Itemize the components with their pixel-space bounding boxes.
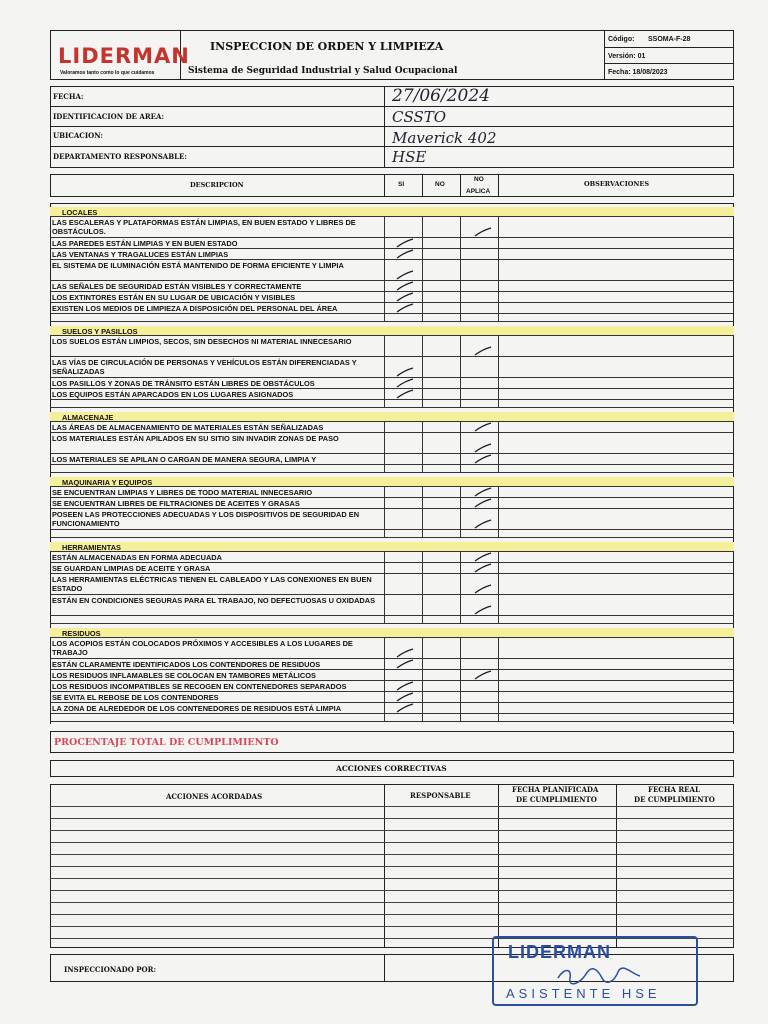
checkmark-icon[interactable] <box>396 703 414 713</box>
column-divider <box>384 465 385 472</box>
checklist-item-text: SE ENCUENTRAN LIBRES DE FILTRACIONES DE ACEITES Y GRASAS <box>52 499 300 508</box>
column-divider <box>422 422 423 432</box>
column-divider <box>460 336 461 356</box>
checklist-item-text: SE EVITA EL REBOSE DE LOS CONTENDORES <box>52 693 219 702</box>
logo-tagline: Valoramos tanto como lo que cuidamos <box>60 70 155 76</box>
column-divider <box>384 692 385 702</box>
checkmark-icon[interactable] <box>474 487 492 497</box>
column-divider <box>498 714 499 721</box>
accion-row-line <box>50 866 734 867</box>
checklist-item-text: LAS VÍAS DE CIRCULACIÓN DE PERSONAS Y VEHÍCULOS ESTÁN DIFERENCIADAS Y SEÑALIZADAS <box>52 358 357 376</box>
column-divider <box>422 303 423 313</box>
checkmark-icon[interactable] <box>474 422 492 432</box>
th-div-2 <box>422 174 423 197</box>
checklist-row <box>50 238 734 249</box>
column-divider <box>460 303 461 313</box>
checkmark-icon[interactable] <box>474 443 492 453</box>
checklist-item-text: LOS MATERIALES SE APILAN O CARGAN DE MANERA SEGURA, LIMPIA Y <box>52 455 317 464</box>
checkmark-icon[interactable] <box>474 227 492 237</box>
section-header <box>50 326 734 336</box>
column-divider <box>422 357 423 377</box>
column-divider <box>460 454 461 464</box>
column-divider <box>384 487 385 497</box>
checkmark-icon[interactable] <box>474 498 492 508</box>
section-header <box>50 207 734 217</box>
column-divider <box>422 433 423 453</box>
column-divider <box>384 454 385 464</box>
column-divider <box>460 563 461 573</box>
column-divider <box>422 659 423 669</box>
column-divider <box>384 681 385 691</box>
column-divider <box>422 400 423 407</box>
column-divider <box>460 552 461 562</box>
checklist-item-text: LAS ESCALERAS Y PLATAFORMAS ESTÁN LIMPIAS, EN BUEN ESTADO Y LIBRES DE OBSTÁCULOS. <box>52 218 356 236</box>
checklist-row <box>50 217 734 238</box>
section-title: HERRAMIENTAS <box>62 543 121 552</box>
info-divider <box>384 86 385 168</box>
checkmark-icon[interactable] <box>396 367 414 377</box>
checklist-row <box>50 260 734 281</box>
column-divider <box>460 681 461 691</box>
checkmark-icon[interactable] <box>396 659 414 669</box>
checkmark-icon[interactable] <box>396 378 414 388</box>
column-divider <box>460 703 461 713</box>
checklist-item-text: ESTÁN CLARAMENTE IDENTIFICADOS LOS CONTENDORES DE RESIDUOS <box>52 660 321 669</box>
column-divider <box>498 454 499 464</box>
section-header <box>50 412 734 422</box>
column-divider <box>384 670 385 680</box>
column-divider <box>384 703 385 713</box>
checklist-row <box>50 389 734 400</box>
column-divider <box>460 498 461 508</box>
column-divider <box>422 260 423 280</box>
checkmark-icon[interactable] <box>396 389 414 399</box>
checklist-empty-row <box>50 714 734 722</box>
checklist-item-text: LOS EQUIPOS ESTÁN APARCADOS EN LOS LUGARES ASIGNADOS <box>52 390 294 399</box>
th-div-1 <box>384 174 385 197</box>
column-divider <box>422 563 423 573</box>
col-responsable: RESPONSABLE <box>410 791 471 800</box>
checklist-row <box>50 422 734 433</box>
column-divider <box>498 378 499 388</box>
stamp-role: ASISTENTE HSE <box>506 986 661 1001</box>
header-hline-right-2 <box>604 63 734 64</box>
section-header <box>50 628 734 638</box>
checklist-item-text: SE GUARDAN LIMPIAS DE ACEITE Y GRASA <box>52 564 211 573</box>
column-divider <box>460 595 461 615</box>
checklist-row <box>50 336 734 357</box>
checklist-item-text: SE ENCUENTRAN LIMPIAS Y LIBRES DE TODO MATERIAL INNECESARIO <box>52 488 313 497</box>
checkmark-icon[interactable] <box>396 303 414 313</box>
column-divider <box>498 217 499 237</box>
section-title: ALMACENAJE <box>62 413 114 422</box>
column-divider <box>498 595 499 615</box>
checklist-row <box>50 303 734 314</box>
column-divider <box>422 574 423 594</box>
col-no-aplica-1: NO <box>474 176 484 183</box>
ubicacion-label: UBICACION: <box>53 131 103 140</box>
column-divider <box>384 217 385 237</box>
code-label: Código: <box>608 36 635 43</box>
checkmark-icon[interactable] <box>474 346 492 356</box>
column-divider <box>422 703 423 713</box>
insp-div <box>384 954 385 982</box>
column-divider <box>498 314 499 321</box>
column-divider <box>384 249 385 259</box>
column-divider <box>384 389 385 399</box>
column-divider <box>498 281 499 291</box>
checklist-row <box>50 498 734 509</box>
column-divider <box>498 357 499 377</box>
depto-label: DEPARTAMENTO RESPONSABLE: <box>53 152 187 161</box>
checklist-row <box>50 659 734 670</box>
accion-row-line <box>50 878 734 879</box>
column-divider <box>422 454 423 464</box>
checklist-row <box>50 292 734 303</box>
column-divider <box>460 357 461 377</box>
column-divider <box>384 422 385 432</box>
checklist-item-text: LAS ÁREAS DE ALMACENAMIENTO DE MATERIALES ESTÁN SEÑALIZADAS <box>52 423 324 432</box>
column-divider <box>498 260 499 280</box>
accion-row-line <box>50 854 734 855</box>
column-divider <box>422 530 423 537</box>
column-divider <box>460 314 461 321</box>
signature-icon <box>554 964 644 986</box>
checkmark-icon[interactable] <box>474 519 492 529</box>
column-divider <box>460 249 461 259</box>
column-divider <box>460 389 461 399</box>
accion-row-line <box>50 806 734 807</box>
column-divider <box>422 281 423 291</box>
header-hline-right-1 <box>604 47 734 48</box>
checklist-empty-row <box>50 314 734 322</box>
porcentaje-label: PROCENTAJE TOTAL DE CUMPLIMIENTO <box>54 737 279 748</box>
column-divider <box>422 336 423 356</box>
checkmark-icon[interactable] <box>396 692 414 702</box>
col-no-aplica-2: APLICA <box>466 188 491 195</box>
column-divider <box>498 249 499 259</box>
column-divider <box>384 378 385 388</box>
checklist-item-text: LOS SUELOS ESTÁN LIMPIOS, SECOS, SIN DESECHOS NI MATERIAL INNECESARIO <box>52 337 352 346</box>
checklist-item-text: LOS ACOPIOS ESTÁN COLOCADOS PRÓXIMOS Y ACCESIBLES A LOS LUGARES DE TRABAJO <box>52 639 353 657</box>
column-divider <box>498 509 499 529</box>
version-text: Versión: 01 <box>608 53 646 60</box>
column-divider <box>422 487 423 497</box>
checklist-row <box>50 595 734 616</box>
th-div-4 <box>498 174 499 197</box>
column-divider <box>498 638 499 658</box>
column-divider <box>384 281 385 291</box>
checklist-row <box>50 509 734 530</box>
checklist-item-text: LAS VENTANAS Y TRAGALUCES ESTÁN LIMPIAS <box>52 250 229 259</box>
area-label: IDENTIFICACION DE AREA: <box>53 112 165 121</box>
col-fecha-plan-2: DE CUMPLIMIENTO <box>516 795 597 804</box>
column-divider <box>460 238 461 248</box>
checklist-row <box>50 454 734 465</box>
column-divider <box>384 336 385 356</box>
company-logo: LIDERMAN <box>58 44 190 68</box>
column-divider <box>460 659 461 669</box>
header-date: Fecha: 18/08/2023 <box>608 69 668 76</box>
checkmark-icon[interactable] <box>396 249 414 259</box>
col-no: NO <box>435 181 445 188</box>
column-divider <box>498 692 499 702</box>
column-divider <box>384 433 385 453</box>
section-title: MAQUINARIA Y EQUIPOS <box>62 478 153 487</box>
column-divider <box>498 574 499 594</box>
section-title: SUELOS Y PASILLOS <box>62 327 138 336</box>
column-divider <box>422 314 423 321</box>
column-divider <box>384 530 385 537</box>
column-divider <box>498 670 499 680</box>
accion-row-line <box>50 818 734 819</box>
column-divider <box>384 509 385 529</box>
column-divider <box>384 498 385 508</box>
section-title: RESIDUOS <box>62 629 101 638</box>
column-divider <box>460 422 461 432</box>
column-divider <box>498 292 499 302</box>
column-divider <box>384 292 385 302</box>
col-observaciones: OBSERVACIONES <box>584 180 650 188</box>
checkmark-icon[interactable] <box>396 281 414 291</box>
section-header <box>50 542 734 552</box>
checklist-row <box>50 703 734 714</box>
checklist-item-text: LOS PASILLOS Y ZONAS DE TRÁNSITO ESTÁN LIBRES DE OBSTÁCULOS <box>52 379 315 388</box>
checklist-row <box>50 552 734 563</box>
column-divider <box>460 260 461 280</box>
checklist-row <box>50 433 734 454</box>
column-divider <box>384 563 385 573</box>
checklist-item-text: LOS MATERIALES ESTÁN APILADOS EN SU SITIO SIN INVADIR ZONAS DE PASO <box>52 434 339 443</box>
checklist-row <box>50 574 734 595</box>
column-divider <box>384 238 385 248</box>
column-divider <box>422 249 423 259</box>
column-divider <box>422 595 423 615</box>
column-divider <box>422 552 423 562</box>
checkmark-icon[interactable] <box>396 648 414 658</box>
column-divider <box>384 552 385 562</box>
column-divider <box>498 303 499 313</box>
checklist-row <box>50 487 734 498</box>
column-divider <box>498 703 499 713</box>
checklist-row <box>50 638 734 659</box>
checklist-row <box>50 670 734 681</box>
column-divider <box>460 616 461 623</box>
checklist-row <box>50 281 734 292</box>
info-hline-1 <box>50 106 734 107</box>
checklist-empty-row <box>50 400 734 408</box>
depto-value[interactable]: HSE <box>392 148 427 166</box>
checkmark-icon[interactable] <box>396 270 414 280</box>
checklist-item-text: LAS SEÑALES DE SEGURIDAD ESTÁN VISIBLES Y CORRECTAMENTE <box>52 282 302 291</box>
col-fecha-plan-1: FECHA PLANIFICADA <box>512 785 599 794</box>
checklist-item-text: EL SISTEMA DE ILUMINACIÓN ESTÁ MANTENIDO DE FORMA EFICIENTE Y LIMPIA <box>52 261 344 270</box>
fecha-label: FECHA: <box>53 92 84 101</box>
checklist-row <box>50 378 734 389</box>
checkmark-icon[interactable] <box>474 563 492 573</box>
checklist-empty-row <box>50 530 734 538</box>
checklist-item-text: LAS HERRAMIENTAS ELÉCTRICAS TIENEN EL CABLEADO Y LAS CONEXIONES EN BUEN ESTADO <box>52 575 372 593</box>
column-divider <box>384 638 385 658</box>
column-divider <box>422 638 423 658</box>
checklist-row <box>50 249 734 260</box>
column-divider <box>498 238 499 248</box>
column-divider <box>498 389 499 399</box>
accion-row-line <box>50 890 734 891</box>
hse-stamp <box>492 936 698 1006</box>
column-divider <box>422 465 423 472</box>
column-divider <box>460 433 461 453</box>
column-divider <box>498 336 499 356</box>
column-divider <box>498 400 499 407</box>
form-title: INSPECCION DE ORDEN Y LIMPIEZA <box>210 40 444 53</box>
column-divider <box>384 714 385 721</box>
column-divider <box>422 692 423 702</box>
column-divider <box>384 357 385 377</box>
accion-row-line <box>50 830 734 831</box>
column-divider <box>498 681 499 691</box>
checklist-item-text: LA ZONA DE ALREDEDOR DE LOS CONTENEDORES DE RESIDUOS ESTÁ LIMPIA <box>52 704 342 713</box>
form-subtitle: Sistema de Seguridad Industrial y Salud Ocupacional <box>188 66 458 76</box>
column-divider <box>460 638 461 658</box>
checklist-empty-row <box>50 616 734 624</box>
info-hline-2 <box>50 126 734 127</box>
stamp-brand: LIDERMAN <box>508 942 611 962</box>
column-divider <box>460 714 461 721</box>
column-divider <box>384 260 385 280</box>
col-descripcion: DESCRIPCION <box>190 181 244 189</box>
checklist-row <box>50 563 734 574</box>
column-divider <box>498 552 499 562</box>
checklist-row <box>50 681 734 692</box>
column-divider <box>422 389 423 399</box>
area-value[interactable]: CSSTO <box>392 108 447 126</box>
column-divider <box>422 378 423 388</box>
section-header <box>50 477 734 487</box>
column-divider <box>422 616 423 623</box>
checklist-item-text: LOS RESIDUOS INCOMPATIBLES SE RECOGEN EN CONTENEDORES SEPARADOS <box>52 682 347 691</box>
col-fecha-real-2: DE CUMPLIMIENTO <box>634 795 715 804</box>
checkmark-icon[interactable] <box>474 670 492 680</box>
checklist-item-text: ESTÁN ALMACENADAS EN FORMA ADECUADA <box>52 553 222 562</box>
accion-row-line <box>50 902 734 903</box>
column-divider <box>460 400 461 407</box>
column-divider <box>498 465 499 472</box>
column-divider <box>422 292 423 302</box>
ubicacion-value[interactable]: Maverick 402 <box>392 129 497 147</box>
column-divider <box>460 670 461 680</box>
checklist-item-text: LOS EXTINTORES ESTÁN EN SU LUGAR DE UBICACIÓN Y VISIBLES <box>52 293 296 302</box>
column-divider <box>498 530 499 537</box>
checkmark-icon[interactable] <box>396 681 414 691</box>
accion-row-line <box>50 914 734 915</box>
column-divider <box>384 314 385 321</box>
column-divider <box>460 574 461 594</box>
acciones-title: ACCIONES CORRECTIVAS <box>336 764 447 773</box>
column-divider <box>384 616 385 623</box>
column-divider <box>460 292 461 302</box>
checklist-empty-row <box>50 465 734 473</box>
column-divider <box>460 487 461 497</box>
accion-row-line <box>50 842 734 843</box>
column-divider <box>422 714 423 721</box>
th-div-3 <box>460 174 461 197</box>
column-divider <box>498 433 499 453</box>
column-divider <box>422 509 423 529</box>
checklist-item-text: LOS RESIDUOS INFLAMABLES SE COLOCAN EN TAMBORES METÁLICOS <box>52 671 316 680</box>
checkmark-icon[interactable] <box>396 292 414 302</box>
column-divider <box>384 303 385 313</box>
accion-row-line <box>50 926 734 927</box>
column-divider <box>460 509 461 529</box>
fecha-value[interactable]: 27/06/2024 <box>392 86 490 106</box>
checkmark-icon[interactable] <box>474 552 492 562</box>
col-fecha-real-1: FECHA REAL <box>648 785 700 794</box>
column-divider <box>422 498 423 508</box>
column-divider <box>460 530 461 537</box>
checkmark-icon[interactable] <box>474 454 492 464</box>
header-divider-2 <box>604 30 605 80</box>
column-divider <box>498 563 499 573</box>
column-divider <box>384 574 385 594</box>
column-divider <box>498 659 499 669</box>
column-divider <box>460 465 461 472</box>
column-divider <box>422 670 423 680</box>
section-title: LOCALES <box>62 208 98 217</box>
col-si: SI <box>398 181 405 188</box>
column-divider <box>422 238 423 248</box>
checklist-item-text: LAS PAREDES ESTÁN LIMPIAS Y EN BUEN ESTADO <box>52 239 238 248</box>
checklist-item-text: POSEEN LAS PROTECCIONES ADECUADAS Y LOS DISPOSITIVOS DE SEGURIDAD EN FUNCIONAMIENTO <box>52 510 360 528</box>
column-divider <box>460 692 461 702</box>
column-divider <box>498 498 499 508</box>
column-divider <box>384 659 385 669</box>
column-divider <box>422 681 423 691</box>
col-acciones: ACCIONES ACORDADAS <box>166 792 263 801</box>
checklist-row <box>50 692 734 703</box>
column-divider <box>422 217 423 237</box>
checklist-row <box>50 357 734 378</box>
code-value: SSOMA-F-28 <box>648 36 691 43</box>
column-divider <box>498 487 499 497</box>
column-divider <box>460 281 461 291</box>
column-divider <box>384 400 385 407</box>
column-divider <box>460 378 461 388</box>
column-divider <box>498 422 499 432</box>
checklist-item-text: EXISTEN LOS MEDIOS DE LIMPIEZA A DISPOSICIÓN DEL PERSONAL DEL ÁREA <box>52 304 338 313</box>
column-divider <box>498 616 499 623</box>
checkmark-icon[interactable] <box>474 605 492 615</box>
checkmark-icon[interactable] <box>396 238 414 248</box>
column-divider <box>460 217 461 237</box>
checkmark-icon[interactable] <box>474 584 492 594</box>
inspeccionado-label: INSPECCIONADO POR: <box>64 965 157 974</box>
column-divider <box>384 595 385 615</box>
checklist-item-text: ESTÁN EN CONDICIONES SEGURAS PARA EL TRABAJO, NO DEFECTUOSAS U OXIDADAS <box>52 596 376 605</box>
